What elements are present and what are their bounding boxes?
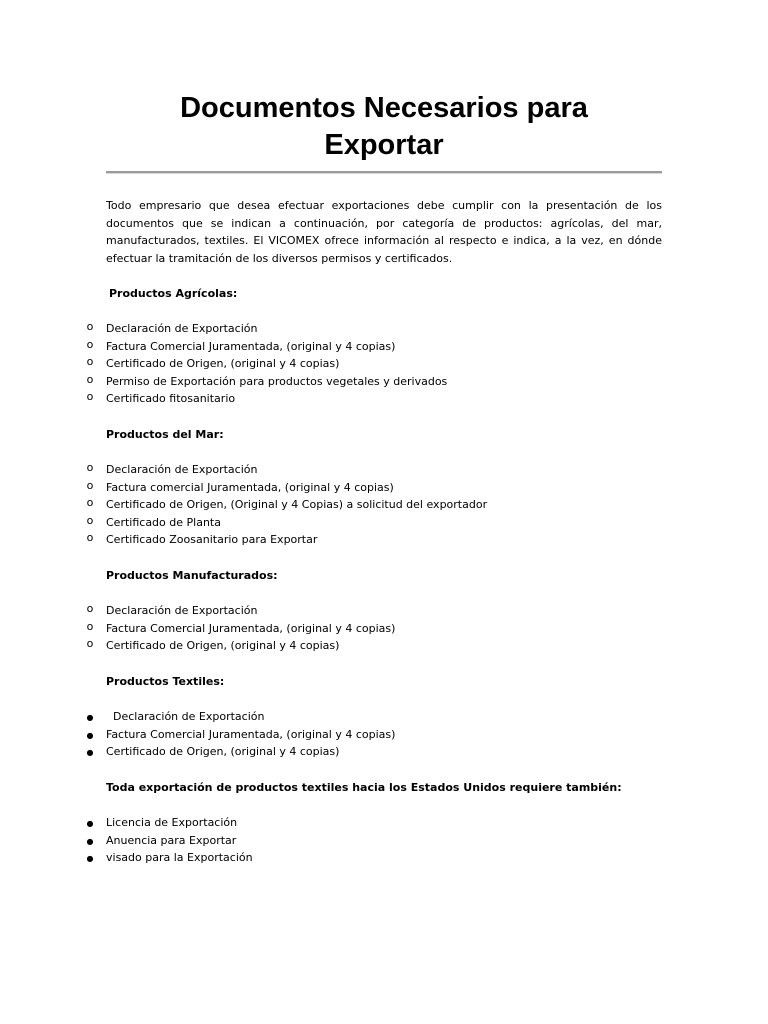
list-item-text: Declaración de Exportación [106, 604, 258, 617]
list-item [0, 531, 700, 549]
circle-bullet-icon: o [86, 355, 94, 369]
circle-bullet-icon: o [86, 637, 94, 651]
list-item-text: Declaración de Exportación [106, 322, 258, 335]
list-item [0, 373, 700, 391]
list-item [0, 390, 700, 408]
list-item-text: Certificado de Origen, (original y 4 copias) [106, 745, 340, 759]
disc-bullet-icon: ● [86, 854, 94, 864]
disc-bullet-icon: ● [86, 819, 94, 828]
list-item [0, 496, 700, 514]
list-item-text: Factura Comercial Juramentada, (original y 4 copias) [106, 727, 396, 741]
circle-bullet-icon: o [86, 461, 94, 474]
list-item [0, 602, 700, 620]
list-item [0, 743, 700, 761]
circle-bullet-icon: o [86, 372, 94, 386]
title-line-1: Documentos Necesarios para [180, 92, 588, 124]
list-item [0, 320, 700, 338]
circle-bullet-icon: o [86, 478, 94, 492]
list-item [0, 479, 700, 497]
title-divider [106, 171, 662, 174]
list-item [0, 514, 700, 532]
circle-bullet-icon: o [86, 390, 94, 404]
list-item [0, 461, 700, 479]
section-list-manufacturados [0, 602, 700, 655]
list-item [0, 620, 700, 638]
list-item-text: Factura Comercial Juramentada, (original y 4 copias) [106, 339, 396, 353]
list-item [0, 708, 700, 726]
title-line-2: Exportar [324, 129, 444, 161]
list-item-text: Certificado de Origen, (Original y 4 Copias) a solicitud del exportador [106, 498, 488, 512]
list-item-text: Certificado de Origen, (original y 4 copias) [106, 357, 340, 371]
section-heading-textiles: Productos Textiles: [106, 675, 225, 688]
circle-bullet-icon: o [86, 619, 94, 633]
disc-bullet-icon: ● [86, 730, 94, 740]
section-list-textiles [0, 708, 700, 761]
section-list-mar [0, 461, 700, 549]
section-heading-mar: Productos del Mar: [106, 428, 224, 441]
list-item-text: visado para la Exportación [106, 851, 253, 865]
circle-bullet-icon: o [86, 513, 94, 527]
list-item [0, 726, 700, 744]
list-item [0, 832, 700, 850]
circle-bullet-icon: o [86, 496, 94, 510]
circle-bullet-icon: o [86, 531, 94, 545]
section-heading-manufacturados: Productos Manufacturados: [106, 569, 278, 582]
list-item-text: Factura Comercial Juramentada, (original y 4 copias) [106, 621, 396, 635]
disc-bullet-icon: ● [86, 713, 94, 722]
circle-bullet-icon: o [86, 337, 94, 351]
circle-bullet-icon: o [86, 320, 94, 333]
document-title [106, 90, 662, 164]
list-item-text: Licencia de Exportación [106, 816, 238, 829]
list-item [0, 355, 700, 373]
section-heading-estados-unidos: Toda exportación de productos textiles hacia los Estados Unidos requiere también: [106, 781, 622, 794]
list-item-text: Factura comercial Juramentada, (original y 4 copias) [106, 480, 394, 494]
list-item-text: Certificado de Origen, (original y 4 copias) [106, 639, 340, 653]
list-item-text: Anuencia para Exportar [106, 833, 237, 847]
list-item-text: Certificado fitosanitario [106, 392, 236, 406]
list-item-text: Permiso de Exportación para productos vegetales y derivados [106, 374, 448, 388]
list-item-text: Declaración de Exportación [106, 463, 258, 476]
intro-paragraph: Todo empresario que desea efectuar exportaciones debe cumplir con la presentación de los documentos que se indican a continuación, por categoría de productos: agrícolas, del mar, manufacturados, textiles. El VICOMEX ofrece información al respecto e indica, a la vez, en dónde efectuar la tramitación de los diversos permisos y certificados. [106, 199, 662, 265]
list-item-text: Certificado Zoosanitario para Exportar [106, 533, 318, 547]
list-item [0, 338, 700, 356]
disc-bullet-icon: ● [86, 836, 94, 846]
list-item [0, 637, 700, 655]
list-item [0, 849, 700, 867]
disc-bullet-icon: ● [86, 748, 94, 758]
section-list-estados-unidos [0, 814, 700, 867]
list-item [0, 814, 700, 832]
list-item-text: Certificado de Planta [106, 515, 221, 529]
section-list-agricolas [0, 320, 700, 408]
section-heading-agricolas: Productos Agrícolas: [109, 287, 238, 300]
list-item-text: Declaración de Exportación [113, 710, 265, 723]
circle-bullet-icon: o [86, 602, 94, 615]
